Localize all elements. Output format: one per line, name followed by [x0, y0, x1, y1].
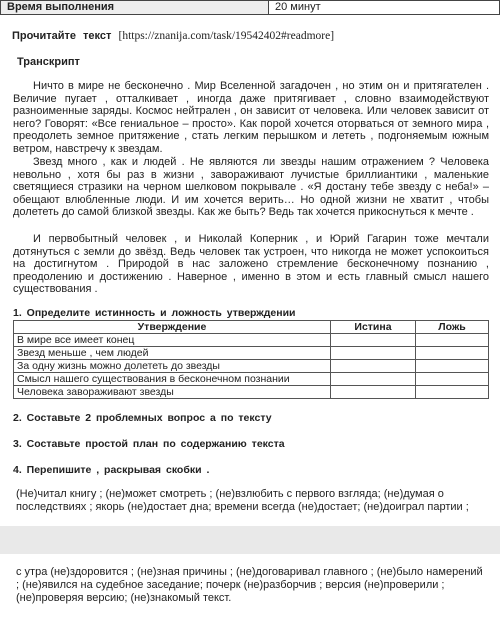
- column-false: Ложь: [416, 321, 489, 334]
- page-gap: [0, 526, 500, 554]
- false-cell[interactable]: [416, 373, 489, 386]
- column-statement: Утверждение: [14, 321, 331, 334]
- source-link[interactable]: [https://znanija.com/task/19542402#readmore]: [118, 30, 335, 42]
- table-row: [14, 334, 489, 347]
- time-table: [0, 0, 500, 15]
- true-cell[interactable]: [331, 334, 416, 347]
- time-row: [1, 1, 500, 15]
- statement-cell: Звезд меньше , чем людей: [14, 347, 331, 360]
- true-cell[interactable]: [331, 347, 416, 360]
- true-cell[interactable]: [331, 373, 416, 386]
- time-value: 20 минут: [269, 1, 500, 15]
- table-row: [14, 360, 489, 373]
- task-3-heading: 3. Составьте простой план по содержанию текста: [13, 438, 285, 450]
- table-header-row: [14, 321, 489, 334]
- statement-cell: Смысл нашего существования в бесконечном познании: [14, 373, 331, 386]
- true-cell[interactable]: [331, 386, 416, 399]
- read-instruction: [12, 30, 334, 42]
- table-row: [14, 386, 489, 399]
- table-row: [14, 373, 489, 386]
- paragraph-1: Ничто в мире не бесконечно . Мир Вселенной загадочен , но этим он и притягателен . Величие пугает , отталкивает , иногда даже притягивает , словно взаимодействуют разноименные заряды. Космос нейтрален , он зависит от человека. Или человек зависит от него? Говорят: «Все гениальное – просто». Как порой хочется оторваться от земного мира , преодолеть земное притяжение , стать легким перышком и лететь , подгоняемым южным ветром, навстречу к звездам.: [13, 80, 489, 155]
- read-label: Прочитайте текст: [12, 30, 112, 42]
- task-2-heading: 2. Составьте 2 проблемных вопрос а по тексту: [13, 412, 272, 424]
- statement-cell: За одну жизнь можно долететь до звезды: [14, 360, 331, 373]
- false-cell[interactable]: [416, 386, 489, 399]
- table-row: [14, 347, 489, 360]
- statement-cell: В мире все имеет конец: [14, 334, 331, 347]
- true-cell[interactable]: [331, 360, 416, 373]
- column-true: Истина: [331, 321, 416, 334]
- transcript-title: Транскрипт: [17, 56, 80, 68]
- false-cell[interactable]: [416, 360, 489, 373]
- true-false-table: [13, 320, 489, 399]
- paragraph-3: И первобытный человек , и Николай Коперник , и Юрий Гагарин тоже мечтали дотянуться с земли до звёзд. Ведь человек так устроен, что никогда не может успокоиться на достигнутом . Природой в нас заложено стремление бесконечному познанию , преодолению и достижению . Наверное , именно в этом и есть главный смысл нашего существования .: [13, 233, 489, 296]
- false-cell[interactable]: [416, 334, 489, 347]
- exercise-text-2: с утра (не)здоровится ; (не)зная причины ; (не)договаривал главного ; (не)было намерений ; (не)явился на судебное заседание; почерк (не)разборчив ; версия (не)проверили ; (не)проверяя версию; (не)знакомый текст.: [16, 566, 483, 604]
- false-cell[interactable]: [416, 347, 489, 360]
- statement-cell: Человека завораживают звезды: [14, 386, 331, 399]
- time-label: Время выполнения: [1, 1, 269, 15]
- exercise-text-1: (Не)читал книгу ; (не)может смотреть ; (не)взлюбить с первого взгляда; (не)думая о последствиях ; якорь (не)достает дна; времени всегда (не)достает; (не)доиграл партии ;: [16, 488, 469, 513]
- paragraph-2: Звезд много , как и людей . Не являются ли звезды нашим отражением ? Человека невольно , хотя бы раз в жизни , завораживают лучистые бриллиантики , маленькие светящиеся стразики на черном шелковом покрывале . «Я достану тебе звезду с неба!» – обещают влюбленные люди. И им хочется верить… Но одной жизни не хватит , чтобы долететь до самой близкой звезды. Как же быть? Ведь так хочется прикоснуться к мечте .: [13, 156, 489, 219]
- task-4-heading: 4. Перепишите , раскрывая скобки .: [13, 464, 210, 476]
- task-1-heading: 1. Определите истинность и ложность утверждении: [13, 307, 296, 319]
